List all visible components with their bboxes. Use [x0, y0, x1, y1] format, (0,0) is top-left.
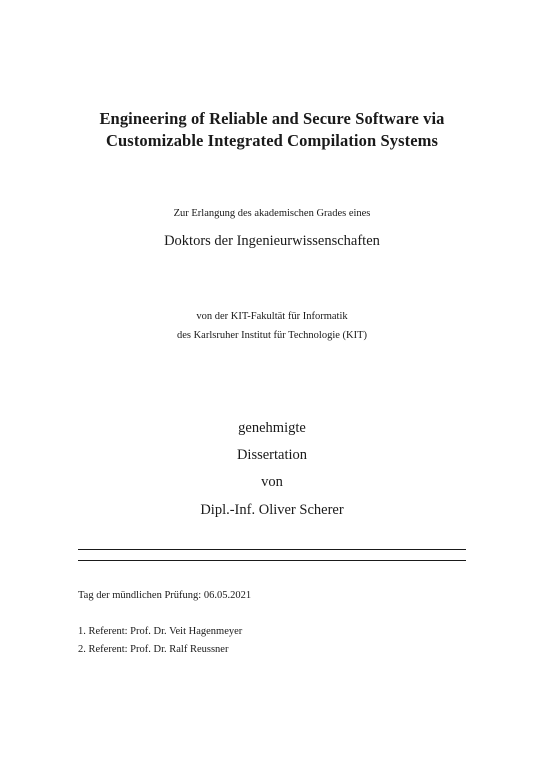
approval-line-3: von — [261, 474, 283, 490]
exam-date: Tag der mündlichen Prüfung: 06.05.2021 — [78, 590, 252, 601]
degree-intro: Zur Erlangung des akademischen Grades eines — [173, 208, 371, 219]
author-name: Dipl.-Inf. Oliver Scherer — [200, 502, 344, 518]
referee-1: 1. Referent: Prof. Dr. Veit Hagenmeyer — [78, 626, 243, 637]
title-line-2: Customizable Integrated Compilation Systems — [106, 131, 438, 150]
title-line-1: Engineering of Reliable and Secure Software via — [99, 109, 445, 128]
approval-line-1: genehmigte — [238, 420, 306, 436]
dissertation-title — [0, 108, 544, 152]
approval-line-2: Dissertation — [236, 447, 308, 463]
top-rule — [78, 549, 466, 550]
faculty-line-2: des Karlsruher Institut für Technologie (KIT) — [176, 330, 368, 341]
bottom-rule — [78, 560, 466, 561]
degree-name: Doktors der Ingenieurwissenschaften — [164, 233, 380, 249]
referee-2: 2. Referent: Prof. Dr. Ralf Reussner — [78, 644, 229, 655]
faculty-line-1: von der KIT-Fakultät für Informatik — [196, 311, 348, 322]
